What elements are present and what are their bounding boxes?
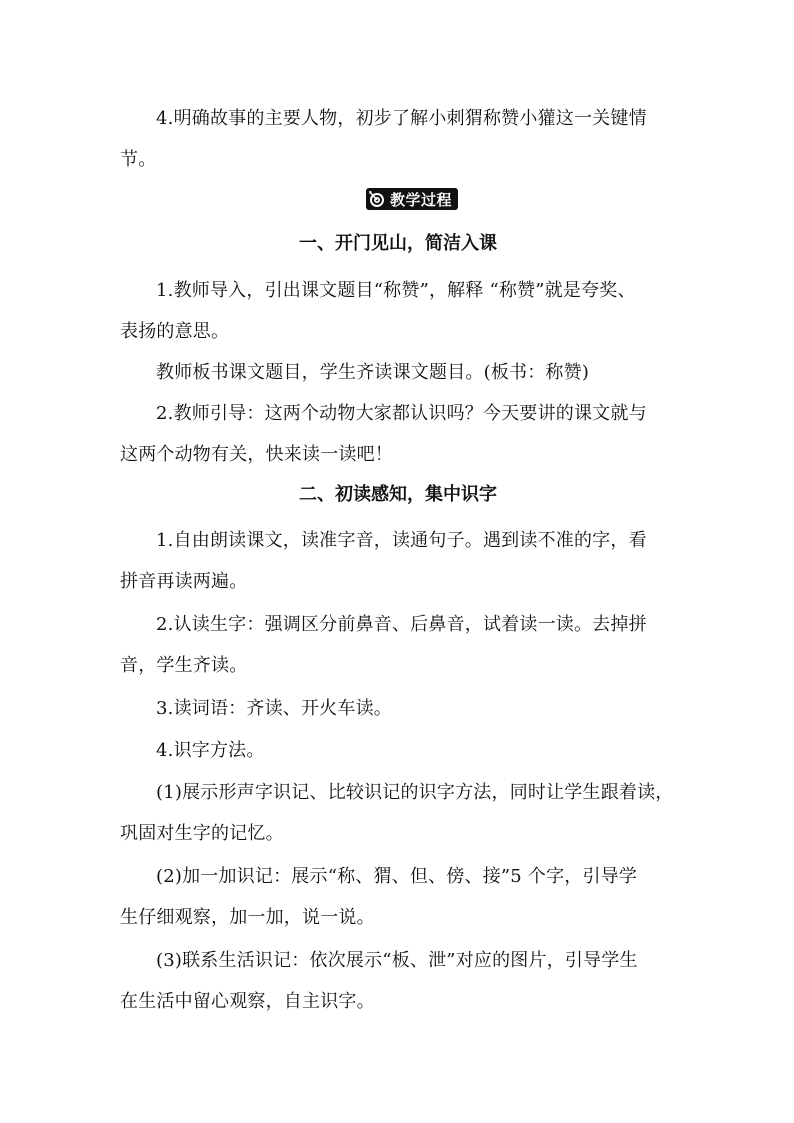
text-line: 节。 — [120, 149, 157, 170]
text-line: 4.明确故事的主要人物，初步了解小刺猬称赞小獾这一关键情 — [156, 108, 647, 129]
text-line-content: 生仔细观察，加一加，说一说。 — [120, 907, 375, 928]
text-line-content: 4.识字方法。 — [156, 740, 265, 761]
text-line-content: 2.认读生字：强调区分前鼻音、后鼻音，试着读一读。去掉拼 — [156, 614, 647, 635]
text-line-content: (2)加一加识记：展示“称、猬、但、傍、接”5 个字，引导学 — [156, 866, 638, 887]
text-line-content: 2.教师引导：这两个动物大家都认识吗？今天要讲的课文就与 — [156, 403, 647, 424]
text-line — [120, 772, 676, 813]
text-line — [120, 856, 676, 897]
objective-paragraph-cont — [120, 139, 676, 180]
text-line — [120, 434, 676, 475]
objective-paragraph — [120, 98, 676, 139]
target-arrow-icon — [368, 190, 386, 208]
text-line-content: 巩固对生字的记忆。 — [120, 823, 284, 844]
text-line — [120, 393, 676, 434]
text-line — [120, 940, 676, 981]
text-line-content: 3.读词语：齐读、开火车读。 — [156, 698, 392, 719]
text-line — [120, 813, 676, 854]
text-line — [120, 352, 676, 393]
text-line-content: (3)联系生活识记：依次展示“板、泄”对应的图片，引导学生 — [156, 950, 638, 971]
text-line — [120, 604, 676, 645]
text-line — [120, 561, 676, 602]
text-line — [120, 730, 676, 771]
text-line-content: 在生活中留心观察，自主识字。 — [120, 991, 375, 1012]
text-line-content: 1.自由朗读课文，读准字音，读通句子。遇到读不准的字，看 — [156, 530, 647, 551]
section-badge — [366, 188, 458, 210]
text-line-content: 音，学生齐读。 — [120, 655, 248, 676]
section-heading-2: 二、初读感知，集中识字 — [299, 484, 497, 505]
text-line-content: 表扬的意思。 — [120, 321, 230, 342]
section-badge-label: 教学过程 — [390, 190, 453, 209]
text-line — [120, 897, 676, 938]
text-line — [120, 520, 676, 561]
section-heading-1: 一、开门见山，简洁入课 — [299, 233, 497, 254]
text-line-content: 教师板书课文题目，学生齐读课文题目。(板书：称赞) — [156, 362, 590, 383]
text-line — [120, 645, 676, 686]
text-line — [120, 688, 676, 729]
text-line — [120, 311, 676, 352]
text-line — [120, 981, 676, 1022]
text-line — [120, 270, 676, 311]
text-line-content: 拼音再读两遍。 — [120, 571, 248, 592]
text-line-content: 1.教师导入，引出课文题目“称赞”，解释 “称赞”就是夸奖、 — [156, 280, 636, 301]
text-line-content: (1)展示形声字识记、比较识记的识字方法，同时让学生跟着读， — [156, 782, 674, 803]
text-line-content: 这两个动物有关，快来读一读吧！ — [120, 444, 393, 465]
